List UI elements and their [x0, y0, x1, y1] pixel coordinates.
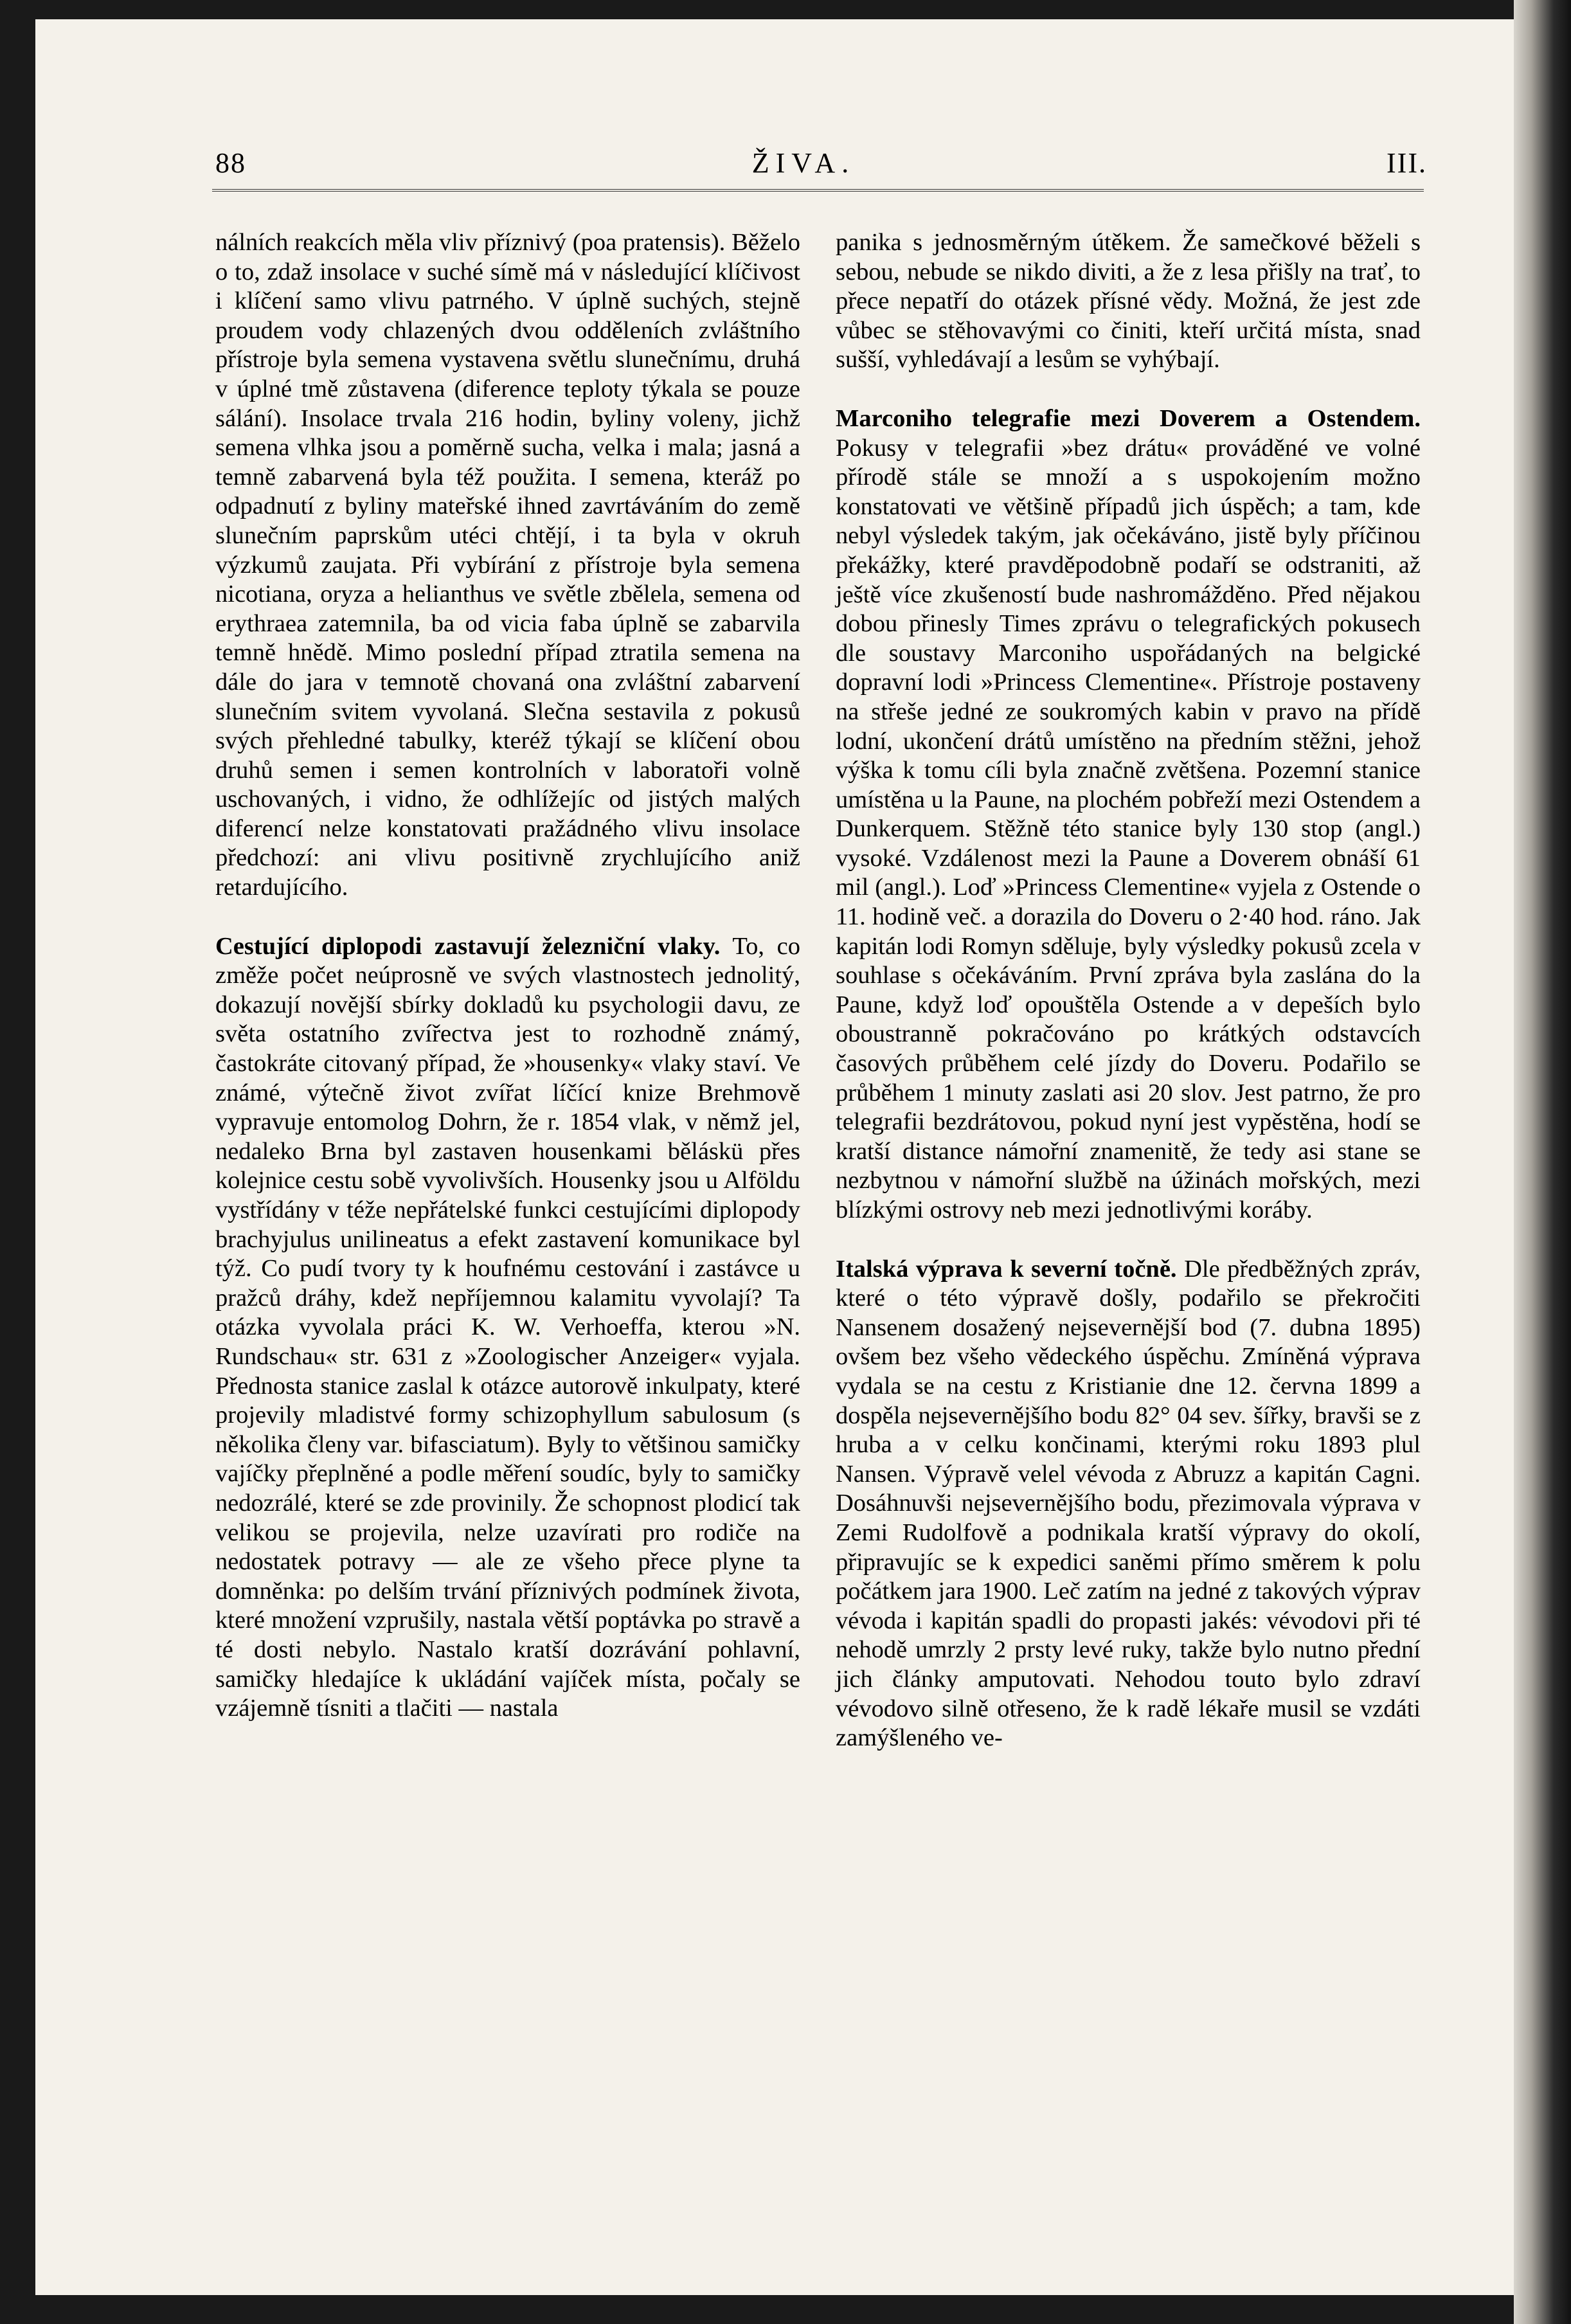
running-header	[180, 147, 1427, 185]
article-italska-vyprava	[836, 1255, 1421, 1753]
page-number: 88	[215, 147, 246, 179]
book-spine	[1514, 0, 1571, 2324]
left-column	[215, 228, 800, 1724]
volume-number: III.	[1387, 147, 1427, 179]
article-diplopodi	[215, 932, 800, 1724]
article-marconi	[836, 404, 1421, 1225]
article-heading: Marconiho telegrafie mezi Doverem a Ostendem.	[836, 404, 1421, 432]
paragraph-panika: panika s jednosměrným útěkem. Že samečkové běželi s sebou, nebude se nikdo diviti, a že z lesa přišly na trať, to přece nepatří do otázek přísné vědy. Možná, že jest zde vůbec se stěhovavými co činiti, kteří určitá místa, snad sušší, vyhledávají a lesům se vyhýbají.	[836, 229, 1421, 374]
article-heading: Italská výprava k severní točně.	[836, 1255, 1177, 1283]
article-body: Pokusy v telegrafii »bez drátu« prováděné ve volné přírodě stále se množí a s uspokojením možno konstatovati ve většině případů jich úspěch; a tam, kde nebyl výsledek takým, jak očekáváno, jistě byly příčinou překážky, které pravděpodobně podaří se odstraniti, až ještě více zkušeností bude nashromážděno. Před nějakou dobou přinesly Times zprávu o telegrafických pokusech dle soustavy Marconiho uspořádaných na belgické dopravní lodi »Princess Clementine«. Přístroje postaveny na střeše jedné ze soukromých kabin v pravo na přídě lodní, ukončení drátů umístěno na předním stěžni, jehož výška k tomu cíli byla značně zvětšena. Pozemní stanice umístěna u la Paune, na plochém pobřeží mezi Ostendem a Dunkerquem. Stěžně této stanice byly 130 stop (angl.) vysoké. Vzdálenost mezi la Paune a Doverem obnáší 61 mil (angl.). Loď »Princess Clementine« vyjela z Ostende o 11. hodině več. a dorazila do Doveru o 2·40 hod. ráno. Jak kapitán lodi Romyn sděluje, byly výsledky pokusů zcela v souhlase s očekáváním. První zpráva byla zaslána do la Paune, když loď opouštěla Ostende a v depeších bylo oboustranně pokračováno po krátkých odstavcích časových průběhem celé jízdy do Doveru. Podařilo se průběhem 1 minuty zaslati asi 20 slov. Jest patrno, že pro telegrafii bezdrátovou, pokud nyní jest vypěstěna, hodí se kratší distance námořní znamenitě, že tedy asi stane se nezbytnou v námořní službě na úžinách mořských, mezi blízkými ostrovy neb mezi jednotlivými koráby.	[836, 434, 1421, 1223]
header-rule	[212, 189, 1424, 192]
right-column	[836, 228, 1421, 1753]
article-body: Dle předběžných zpráv, které o této výpravě došly, podařilo se překročiti Nansenem dosažený nejsevernější bod (7. dubna 1895) ovšem bez všeho vědeckého úspěchu. Zmíněná výprava vydala se na cestu z Kristianie dne 12. června 1899 a dospěla nejsevernějšího bodu 82° 04 sev. šířky, bravši se z hruba a v celku končinami, kterými roku 1893 plul Nansen. Výpravě velel vévoda z Abruzz a kapitán Cagni. Dosáhnuvši nejsevernějšího bodu, přezimovala výprava v Zemi Rudolfově a podnikala kratší výpravy do okolí, připravujíc se k expedici saněmi přímo směrem k polu počátkem jara 1900. Leč zatím na jedné z takových výprav vévoda i kapitán spadli do propasti jakés: vévodovi při té nehodě umrzly 2 prsty levé ruky, takže bylo nutno přední jich články amputovati. Nehodou touto bylo zdraví vévodovo silně otřeseno, že k radě lékaře musil se vzdáti zamýšleného ve-	[836, 1255, 1421, 1752]
article-heading: Cestující diplopodi zastavují železniční vlaky.	[215, 932, 721, 960]
article-body: To, co změže počet neúprosně ve svých vlastnostech jednolitý, dokazují novější sbírky dokladů ku psychologii davu, ze světa ostatního zvířectva jest to rozhodně známý, častokráte citovaný případ, že »housenky« vlaky staví. Ve známé, výtečně život zvířat líčící knize Brehmově vypravuje entomolog Dohrn, že r. 1854 vlak, v němž jel, nedaleko Brna byl zastaven housenkami běláskü přes kolejnice cestu sobě vyvolivších. Housenky jsou u Alföldu vystřídány v téže nepřátelské funkci cestujícími diplopody brachyjulus unilineatus a efekt zastavení komunikace byl týž. Co pudí tvory ty k houfnému cestování i zastávce u pražců dráhy, kdež nepříjemnou kalamitu vyvolají? Ta otázka vyvolala práci K. W. Verhoeffa, kterou »N. Rundschau« str. 631 z »Zoologischer Anzeiger« vyjala. Přednosta stanice zaslal k otázce autorově inkulpaty, které projevily mladistvé formy schizophyllum sabulosum (s několika členy var. bifasciatum). Byly to většinou samičky vajíčky přeplněné a podle měření soudíc, byly to samičky nedozrálé, které se zde provinily. Že schopnost plodicí tak velikou se projevila, nelze uzavírati pro rodiče na nedostatek potravy — ale ze všeho přece plyne ta domněnka: po delším trvání příznivých podmínek života, které množení vzprušily, nastala větší poptávka po stravě a té dosti nebylo. Nastalo kratší dozrávání pohlavní, samičky hledajíce k ukládání vajíček místa, počaly se vzájemně tísniti a tlačiti — nastala	[215, 932, 800, 1722]
paragraph-insolace: nálních reakcích měla vliv příznivý (poa pratensis). Běželo o to, zdaž insolace v suché símě má v následující klíčivost i klíčení samo vlivu patrného. V úplně suchých, stejně proudem vody chlazených dvou odděleních zvláštního přístroje byla semena vystavena světlu slunečnímu, druhá v úplné tmě zůstavena (diference teploty týkala se pouze sálání). Insolace trvala 216 hodin, byliny voleny, jichž semena vlhka jsou a poměrně sucha, velka i mala; jasná a temně zabarvená byla též použita. I semena, kteráž po odpadnutí z byliny mateřské ihned zavrtáváním do země slunečním paprskům utéci chtějí, i ta byla v okruh výzkumů zaujata. Při vybírání z přístroje byla semena nicotiana, oryza a helianthus ve světle zbělela, semena od erythraea zatemnila, ba od vicia faba úplně se zabarvila temně hnědě. Mimo poslední případ ztratila semena na dále do jara v temnotě chovaná ona zvláštní zabarvení slunečním svitem vyvolaná. Slečna sestavila z pokusů svých přehledné tabulky, kteréž týkají se klíčení obou druhů semen i semen kontrolních v laboratoři volně uschovaných, i vidno, že odhlížejíc od jistých malých diferencí nelze konstatovati pražádného vlivu insolace předchozí: ani vlivu positivně zrychlujícího aniž retardujícího.	[215, 229, 800, 901]
journal-title: ŽIVA.	[751, 147, 856, 179]
